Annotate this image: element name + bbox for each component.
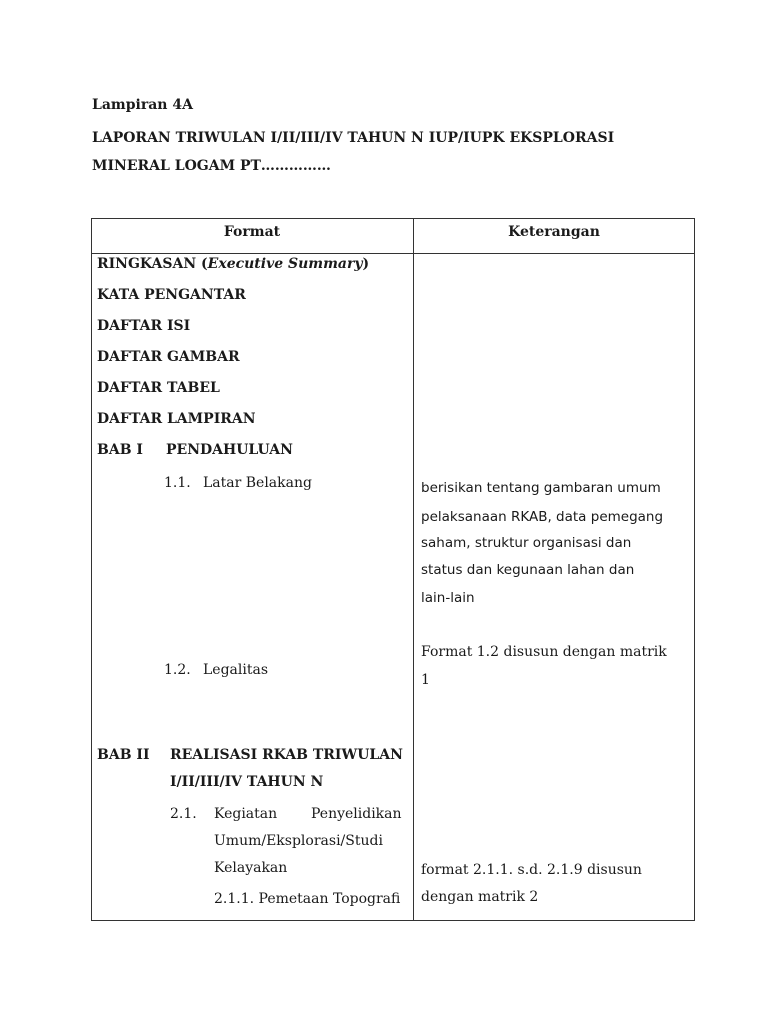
table-border-right bbox=[694, 218, 695, 921]
item-2-1-text-line2: Umum/Eksplorasi/Studi bbox=[214, 833, 383, 849]
section-daftar-lampiran: DAFTAR LAMPIRAN bbox=[97, 411, 256, 427]
table-column-divider bbox=[413, 218, 414, 921]
ket-1-1-line: saham, struktur organisasi dan bbox=[421, 535, 632, 551]
item-1-2-number: 1.2. bbox=[164, 662, 191, 678]
chapter-1-title: PENDAHULUAN bbox=[166, 442, 293, 458]
ket-2-1-line: format 2.1.1. s.d. 2.1.9 disusun bbox=[421, 862, 642, 878]
section-daftar-gambar: DAFTAR GAMBAR bbox=[97, 349, 240, 365]
section-kata-pengantar: KATA PENGANTAR bbox=[97, 287, 246, 303]
ket-1-2-line: 1 bbox=[421, 672, 430, 688]
appendix-label: Lampiran 4A bbox=[92, 97, 193, 113]
section-daftar-isi: DAFTAR ISI bbox=[97, 318, 191, 334]
ket-1-1-line: status dan kegunaan lahan dan bbox=[421, 562, 635, 578]
document-title-line2: MINERAL LOGAM PT…………… bbox=[92, 158, 331, 174]
chapter-2-title-line1: REALISASI RKAB TRIWULAN bbox=[170, 747, 403, 763]
item-2-1-number: 2.1. bbox=[170, 806, 197, 822]
table-border-bottom bbox=[91, 920, 695, 921]
section-ringkasan: RINGKASAN (Executive Summary) bbox=[97, 256, 370, 272]
table-border-left bbox=[91, 218, 92, 921]
item-2-1-text-line3: Kelayakan bbox=[214, 860, 288, 876]
document-title-line1: LAPORAN TRIWULAN I/II/III/IV TAHUN N IUP/IUPK EKSPLORASI bbox=[92, 130, 615, 146]
table-border-top bbox=[91, 218, 695, 219]
item-1-2-label: Legalitas bbox=[203, 662, 269, 678]
ket-1-1-line: lain-lain bbox=[421, 590, 475, 606]
chapter-2-number: BAB II bbox=[97, 747, 150, 763]
item-2-1-1-label: 2.1.1. Pemetaan Topografi bbox=[214, 891, 401, 907]
column-header-format: Format bbox=[223, 224, 281, 240]
chapter-1-number: BAB I bbox=[97, 442, 143, 458]
column-header-keterangan: Keterangan bbox=[508, 224, 600, 240]
item-2-1-text-word1: Kegiatan bbox=[214, 806, 278, 822]
ket-1-1-line: pelaksanaan RKAB, data pemegang bbox=[421, 509, 664, 525]
chapter-2-title-line2: I/II/III/IV TAHUN N bbox=[170, 774, 324, 790]
ket-2-1-line: dengan matrik 2 bbox=[421, 889, 539, 905]
item-1-1-number: 1.1. bbox=[164, 475, 191, 491]
item-1-1-label: Latar Belakang bbox=[203, 475, 312, 491]
section-daftar-tabel: DAFTAR TABEL bbox=[97, 380, 220, 396]
ket-1-2-line: Format 1.2 disusun dengan matrik bbox=[421, 644, 667, 660]
ket-1-1-line: berisikan tentang gambaran umum bbox=[421, 480, 661, 496]
item-2-1-text-word2: Penyelidikan bbox=[311, 806, 402, 822]
